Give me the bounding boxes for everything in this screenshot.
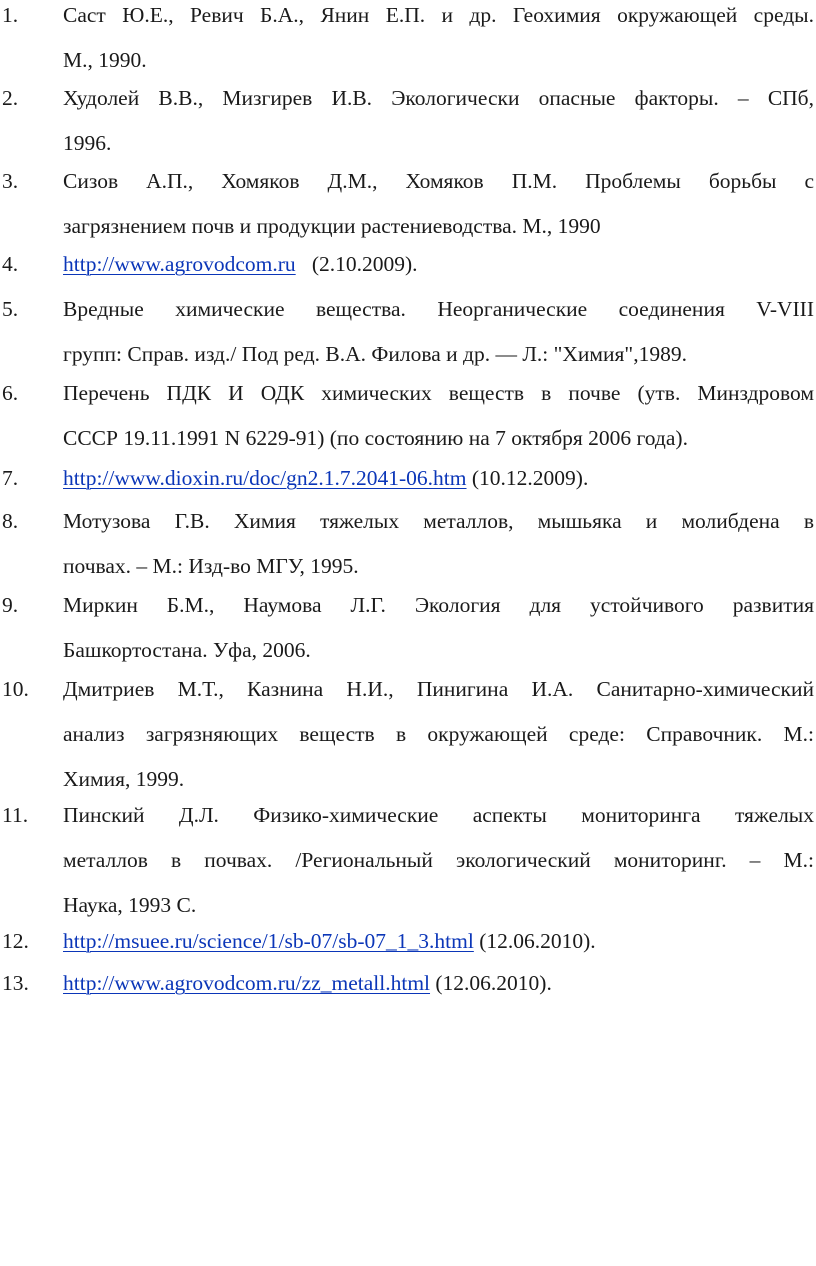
reference-line: Пинский Д.Л. Физико-химические аспекты мониторинга тяжелых xyxy=(63,803,814,827)
reference-text xyxy=(63,961,814,1006)
reference-text xyxy=(63,159,814,249)
reference-line: Саст Ю.Е., Ревич Б.А., Янин Е.П. и др. Геохимия окружающей среды. xyxy=(63,3,814,27)
reference-number: 11. xyxy=(2,803,29,827)
reference-number: 6. xyxy=(2,381,19,405)
reference-number: 4. xyxy=(2,252,19,276)
reference-text xyxy=(63,76,814,166)
reference-number: 2. xyxy=(2,86,19,110)
reference-number: 10. xyxy=(2,677,29,701)
reference-line: Башкортостана. Уфа, 2006. xyxy=(63,638,311,662)
reference-line: 1996. xyxy=(63,131,112,155)
reference-text xyxy=(63,456,814,501)
reference-link[interactable]: http://msuee.ru/science/1/sb-07/sb-07_1_3.html xyxy=(63,929,474,953)
reference-date: (12.06.2010). xyxy=(430,971,552,995)
reference-number: 7. xyxy=(2,466,19,490)
reference-text xyxy=(63,499,814,589)
reference-text xyxy=(63,583,814,673)
reference-line xyxy=(63,961,814,1006)
reference-number: 3. xyxy=(2,169,19,193)
reference-text xyxy=(63,371,814,461)
reference-number: 13. xyxy=(2,971,29,995)
reference-date: (2.10.2009). xyxy=(295,252,418,276)
reference-line: Дмитриев М.Т., Казнина Н.И., Пинигина И.А. Санитарно-химический xyxy=(63,677,814,701)
reference-line: металлов в почвах. /Региональный экологический мониторинг. – М.: xyxy=(63,848,814,872)
reference-line: Мотузова Г.В. Химия тяжелых металлов, мышьяка и молибдена в xyxy=(63,509,814,533)
reference-text xyxy=(63,919,814,964)
reference-text xyxy=(63,667,814,802)
reference-line: групп: Справ. изд./ Под ред. В.А. Филова и др. — Л.: "Химия",1989. xyxy=(63,342,687,366)
reference-text xyxy=(63,793,814,928)
reference-date: (10.12.2009). xyxy=(466,466,589,490)
reference-line: Перечень ПДК И ОДК химических веществ в почве (утв. Минздровом xyxy=(63,381,814,405)
reference-line: Сизов А.П., Хомяков Д.М., Хомяков П.М. Проблемы борьбы с xyxy=(63,169,814,193)
reference-line: Вредные химические вещества. Неорганические соединения V-VIII xyxy=(63,297,814,321)
reference-number: 8. xyxy=(2,509,19,533)
reference-line: почвах. – М.: Изд-во МГУ, 1995. xyxy=(63,554,359,578)
reference-line: Миркин Б.М., Наумова Л.Г. Экология для устойчивого развития xyxy=(63,593,814,617)
reference-line xyxy=(63,242,814,287)
reference-line: СССР 19.11.1991 N 6229-91) (по состоянию на 7 октября 2006 года). xyxy=(63,426,688,450)
reference-line xyxy=(63,919,814,964)
reference-line: загрязнением почв и продукции растениеводства. М., 1990 xyxy=(63,214,601,238)
reference-number: 1. xyxy=(2,3,19,27)
reference-date: (12.06.2010). xyxy=(473,929,596,953)
reference-number: 12. xyxy=(2,929,29,953)
reference-text xyxy=(63,242,814,287)
reference-number: 5. xyxy=(2,297,19,321)
reference-text xyxy=(63,0,814,83)
reference-text xyxy=(63,287,814,377)
reference-line: анализ загрязняющих веществ в окружающей среде: Справочник. М.: xyxy=(63,722,814,746)
reference-link[interactable]: http://www.dioxin.ru/doc/gn2.1.7.2041-06.htm xyxy=(63,466,467,490)
reference-line xyxy=(63,456,814,501)
reference-link[interactable]: http://www.agrovodcom.ru/zz_metall.html xyxy=(63,971,431,995)
reference-line: Химия, 1999. xyxy=(63,767,185,791)
reference-number: 9. xyxy=(2,593,19,617)
reference-line: Наука, 1993 С. xyxy=(63,893,197,917)
reference-line: Худолей В.В., Мизгирев И.В. Экологически опасные факторы. – СПб, xyxy=(63,86,814,110)
reference-line: М., 1990. xyxy=(63,48,147,72)
reference-link[interactable]: http://www.agrovodcom.ru xyxy=(63,252,296,276)
